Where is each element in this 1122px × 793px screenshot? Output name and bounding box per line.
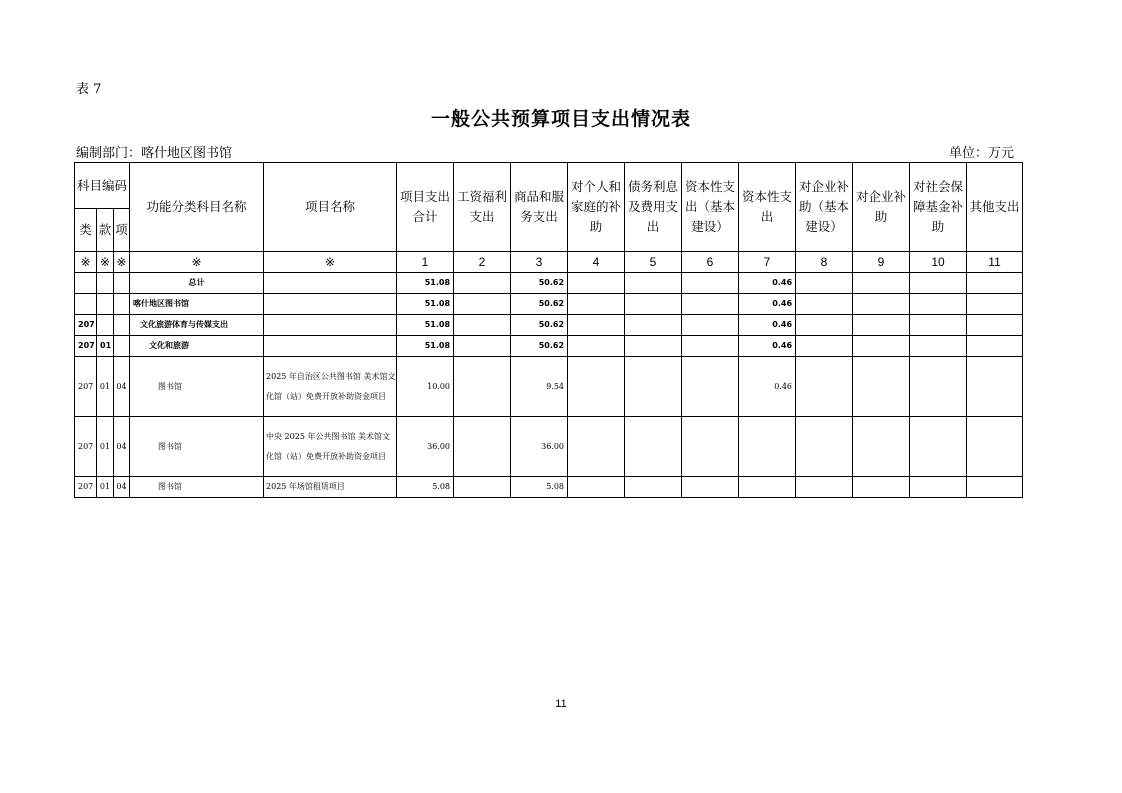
value-cell: 0.46 (739, 336, 796, 357)
number-cell: 10 (910, 252, 967, 273)
table-row (75, 357, 1023, 417)
value-cell (454, 417, 511, 477)
value-cell (682, 417, 739, 477)
proj-name-cell: 2025 年场馆租赁项目 (264, 477, 397, 498)
value-cell (910, 315, 967, 336)
page-title: 一般公共预算项目支出情况表 (430, 108, 691, 130)
value-cell (625, 417, 682, 477)
number-cell: ※ (114, 252, 130, 273)
code-xiang (114, 294, 130, 315)
code-kuan: 01 (97, 477, 114, 498)
header-func-name: 功能分类科目名称 (130, 163, 264, 252)
value-cell: 0.46 (739, 315, 796, 336)
table-row (75, 477, 1023, 498)
number-cell: 6 (682, 252, 739, 273)
value-cell: 50.62 (511, 336, 568, 357)
value-cell (796, 417, 853, 477)
value-cell: 51.08 (397, 273, 454, 294)
value-cell (967, 477, 1023, 498)
value-cell (568, 417, 625, 477)
code-lei (75, 273, 97, 294)
number-cell: 7 (739, 252, 796, 273)
value-cell: 10.00 (397, 357, 454, 417)
code-lei: 207 (75, 477, 97, 498)
code-xiang: 04 (114, 357, 130, 417)
value-cell (454, 315, 511, 336)
value-cell (568, 336, 625, 357)
value-cell (568, 315, 625, 336)
value-cell (967, 315, 1023, 336)
value-cell (967, 336, 1023, 357)
value-cell (568, 477, 625, 498)
number-cell: 8 (796, 252, 853, 273)
value-cell (625, 357, 682, 417)
value-cell (796, 336, 853, 357)
header-code-group: 科目编码 (75, 163, 130, 209)
code-lei: 207 (75, 336, 97, 357)
value-cell (796, 273, 853, 294)
number-cell: ※ (264, 252, 397, 273)
value-cell: 5.08 (397, 477, 454, 498)
number-cell: ※ (97, 252, 114, 273)
table-row (75, 315, 1023, 336)
value-cell (739, 477, 796, 498)
value-cell (625, 273, 682, 294)
header-c11: 其他支出 (967, 163, 1023, 252)
value-cell (910, 294, 967, 315)
value-cell (967, 357, 1023, 417)
value-cell (910, 417, 967, 477)
number-cell: 11 (967, 252, 1023, 273)
value-cell (454, 357, 511, 417)
value-cell (910, 477, 967, 498)
code-lei: 207 (75, 357, 97, 417)
value-cell: 51.08 (397, 294, 454, 315)
func-name-cell: 总计 (130, 273, 264, 294)
value-cell (682, 315, 739, 336)
value-cell: 0.46 (739, 357, 796, 417)
header-c1: 项目支出合计 (397, 163, 454, 252)
number-cell: 4 (568, 252, 625, 273)
table-row (75, 336, 1023, 357)
value-cell (967, 417, 1023, 477)
value-cell (853, 315, 910, 336)
number-cell: 3 (511, 252, 568, 273)
header-c10: 对社会保障基金补助 (910, 163, 967, 252)
number-cell: 9 (853, 252, 910, 273)
value-cell (454, 336, 511, 357)
value-cell (568, 294, 625, 315)
value-cell (682, 357, 739, 417)
header-proj-name: 项目名称 (264, 163, 397, 252)
code-kuan (97, 273, 114, 294)
proj-name-cell: 2025 年自治区公共图书馆 美术馆文化馆（站）免费开放补助资金项目 (264, 357, 397, 417)
number-cell: 1 (397, 252, 454, 273)
value-cell (739, 417, 796, 477)
func-name-cell: 图书馆 (130, 477, 264, 498)
value-cell (796, 315, 853, 336)
code-lei (75, 294, 97, 315)
header-c8: 对企业补助（基本建设） (796, 163, 853, 252)
value-cell (853, 477, 910, 498)
value-cell (967, 294, 1023, 315)
func-name-cell: 文化旅游体育与传媒支出 (130, 315, 264, 336)
number-cell: ※ (130, 252, 264, 273)
code-xiang: 04 (114, 477, 130, 498)
func-name-cell: 文化和旅游 (130, 336, 264, 357)
header-c5: 债务利息及费用支出 (625, 163, 682, 252)
value-cell (910, 273, 967, 294)
value-cell: 9.54 (511, 357, 568, 417)
value-cell (853, 417, 910, 477)
value-cell (853, 273, 910, 294)
code-kuan: 01 (97, 417, 114, 477)
code-kuan: 01 (97, 357, 114, 417)
page-number: 11 (555, 698, 567, 710)
number-cell: ※ (75, 252, 97, 273)
value-cell (454, 294, 511, 315)
code-kuan: 01 (97, 336, 114, 357)
unit-label: 单位：万元 (948, 146, 1014, 161)
value-cell: 0.46 (739, 273, 796, 294)
table-row (75, 294, 1023, 315)
value-cell (568, 357, 625, 417)
value-cell (796, 357, 853, 417)
func-name-cell: 图书馆 (130, 357, 264, 417)
value-cell: 36.00 (397, 417, 454, 477)
code-xiang: 04 (114, 417, 130, 477)
value-cell (796, 477, 853, 498)
code-xiang (114, 273, 130, 294)
func-name-cell: 图书馆 (130, 417, 264, 477)
value-cell (853, 294, 910, 315)
code-lei: 207 (75, 417, 97, 477)
value-cell: 0.46 (739, 294, 796, 315)
value-cell (625, 336, 682, 357)
code-kuan (97, 315, 114, 336)
value-cell (682, 294, 739, 315)
header-c6: 资本性支出（基本建设） (682, 163, 739, 252)
value-cell (454, 273, 511, 294)
value-cell (682, 477, 739, 498)
value-cell: 5.08 (511, 477, 568, 498)
table-row (75, 417, 1023, 477)
number-cell: 5 (625, 252, 682, 273)
value-cell (625, 315, 682, 336)
value-cell (910, 336, 967, 357)
header-lei: 类 (75, 209, 97, 252)
value-cell (853, 336, 910, 357)
header-kuan: 款 (97, 209, 114, 252)
code-kuan (97, 294, 114, 315)
proj-name-cell: 中央 2025 年公共图书馆 美术馆文化馆（站）免费开放补助资金项目 (264, 417, 397, 477)
proj-name-cell (264, 294, 397, 315)
department-label: 编制部门：喀什地区图书馆 (76, 146, 233, 161)
value-cell (682, 273, 739, 294)
code-lei: 207 (75, 315, 97, 336)
header-c4: 对个人和家庭的补助 (568, 163, 625, 252)
proj-name-cell (264, 336, 397, 357)
func-name-cell: 喀什地区图书馆 (130, 294, 264, 315)
value-cell (625, 294, 682, 315)
value-cell: 50.62 (511, 315, 568, 336)
value-cell (910, 357, 967, 417)
proj-name-cell (264, 315, 397, 336)
value-cell: 50.62 (511, 294, 568, 315)
value-cell: 36.00 (511, 417, 568, 477)
value-cell: 51.08 (397, 315, 454, 336)
number-cell: 2 (454, 252, 511, 273)
value-cell (454, 477, 511, 498)
value-cell (853, 357, 910, 417)
proj-name-cell (264, 273, 397, 294)
value-cell (682, 336, 739, 357)
code-xiang (114, 336, 130, 357)
header-xiang: 项 (114, 209, 130, 252)
value-cell (625, 477, 682, 498)
value-cell: 51.08 (397, 336, 454, 357)
value-cell (796, 294, 853, 315)
value-cell (967, 273, 1023, 294)
value-cell: 50.62 (511, 273, 568, 294)
header-c3: 商品和服务支出 (511, 163, 568, 252)
header-c2: 工资福利支出 (454, 163, 511, 252)
header-c7: 资本性支出 (739, 163, 796, 252)
value-cell (568, 273, 625, 294)
header-c9: 对企业补助 (853, 163, 910, 252)
table-tag: 表 7 (76, 82, 102, 97)
budget-table (74, 162, 1023, 498)
code-xiang (114, 315, 130, 336)
table-row (75, 273, 1023, 294)
